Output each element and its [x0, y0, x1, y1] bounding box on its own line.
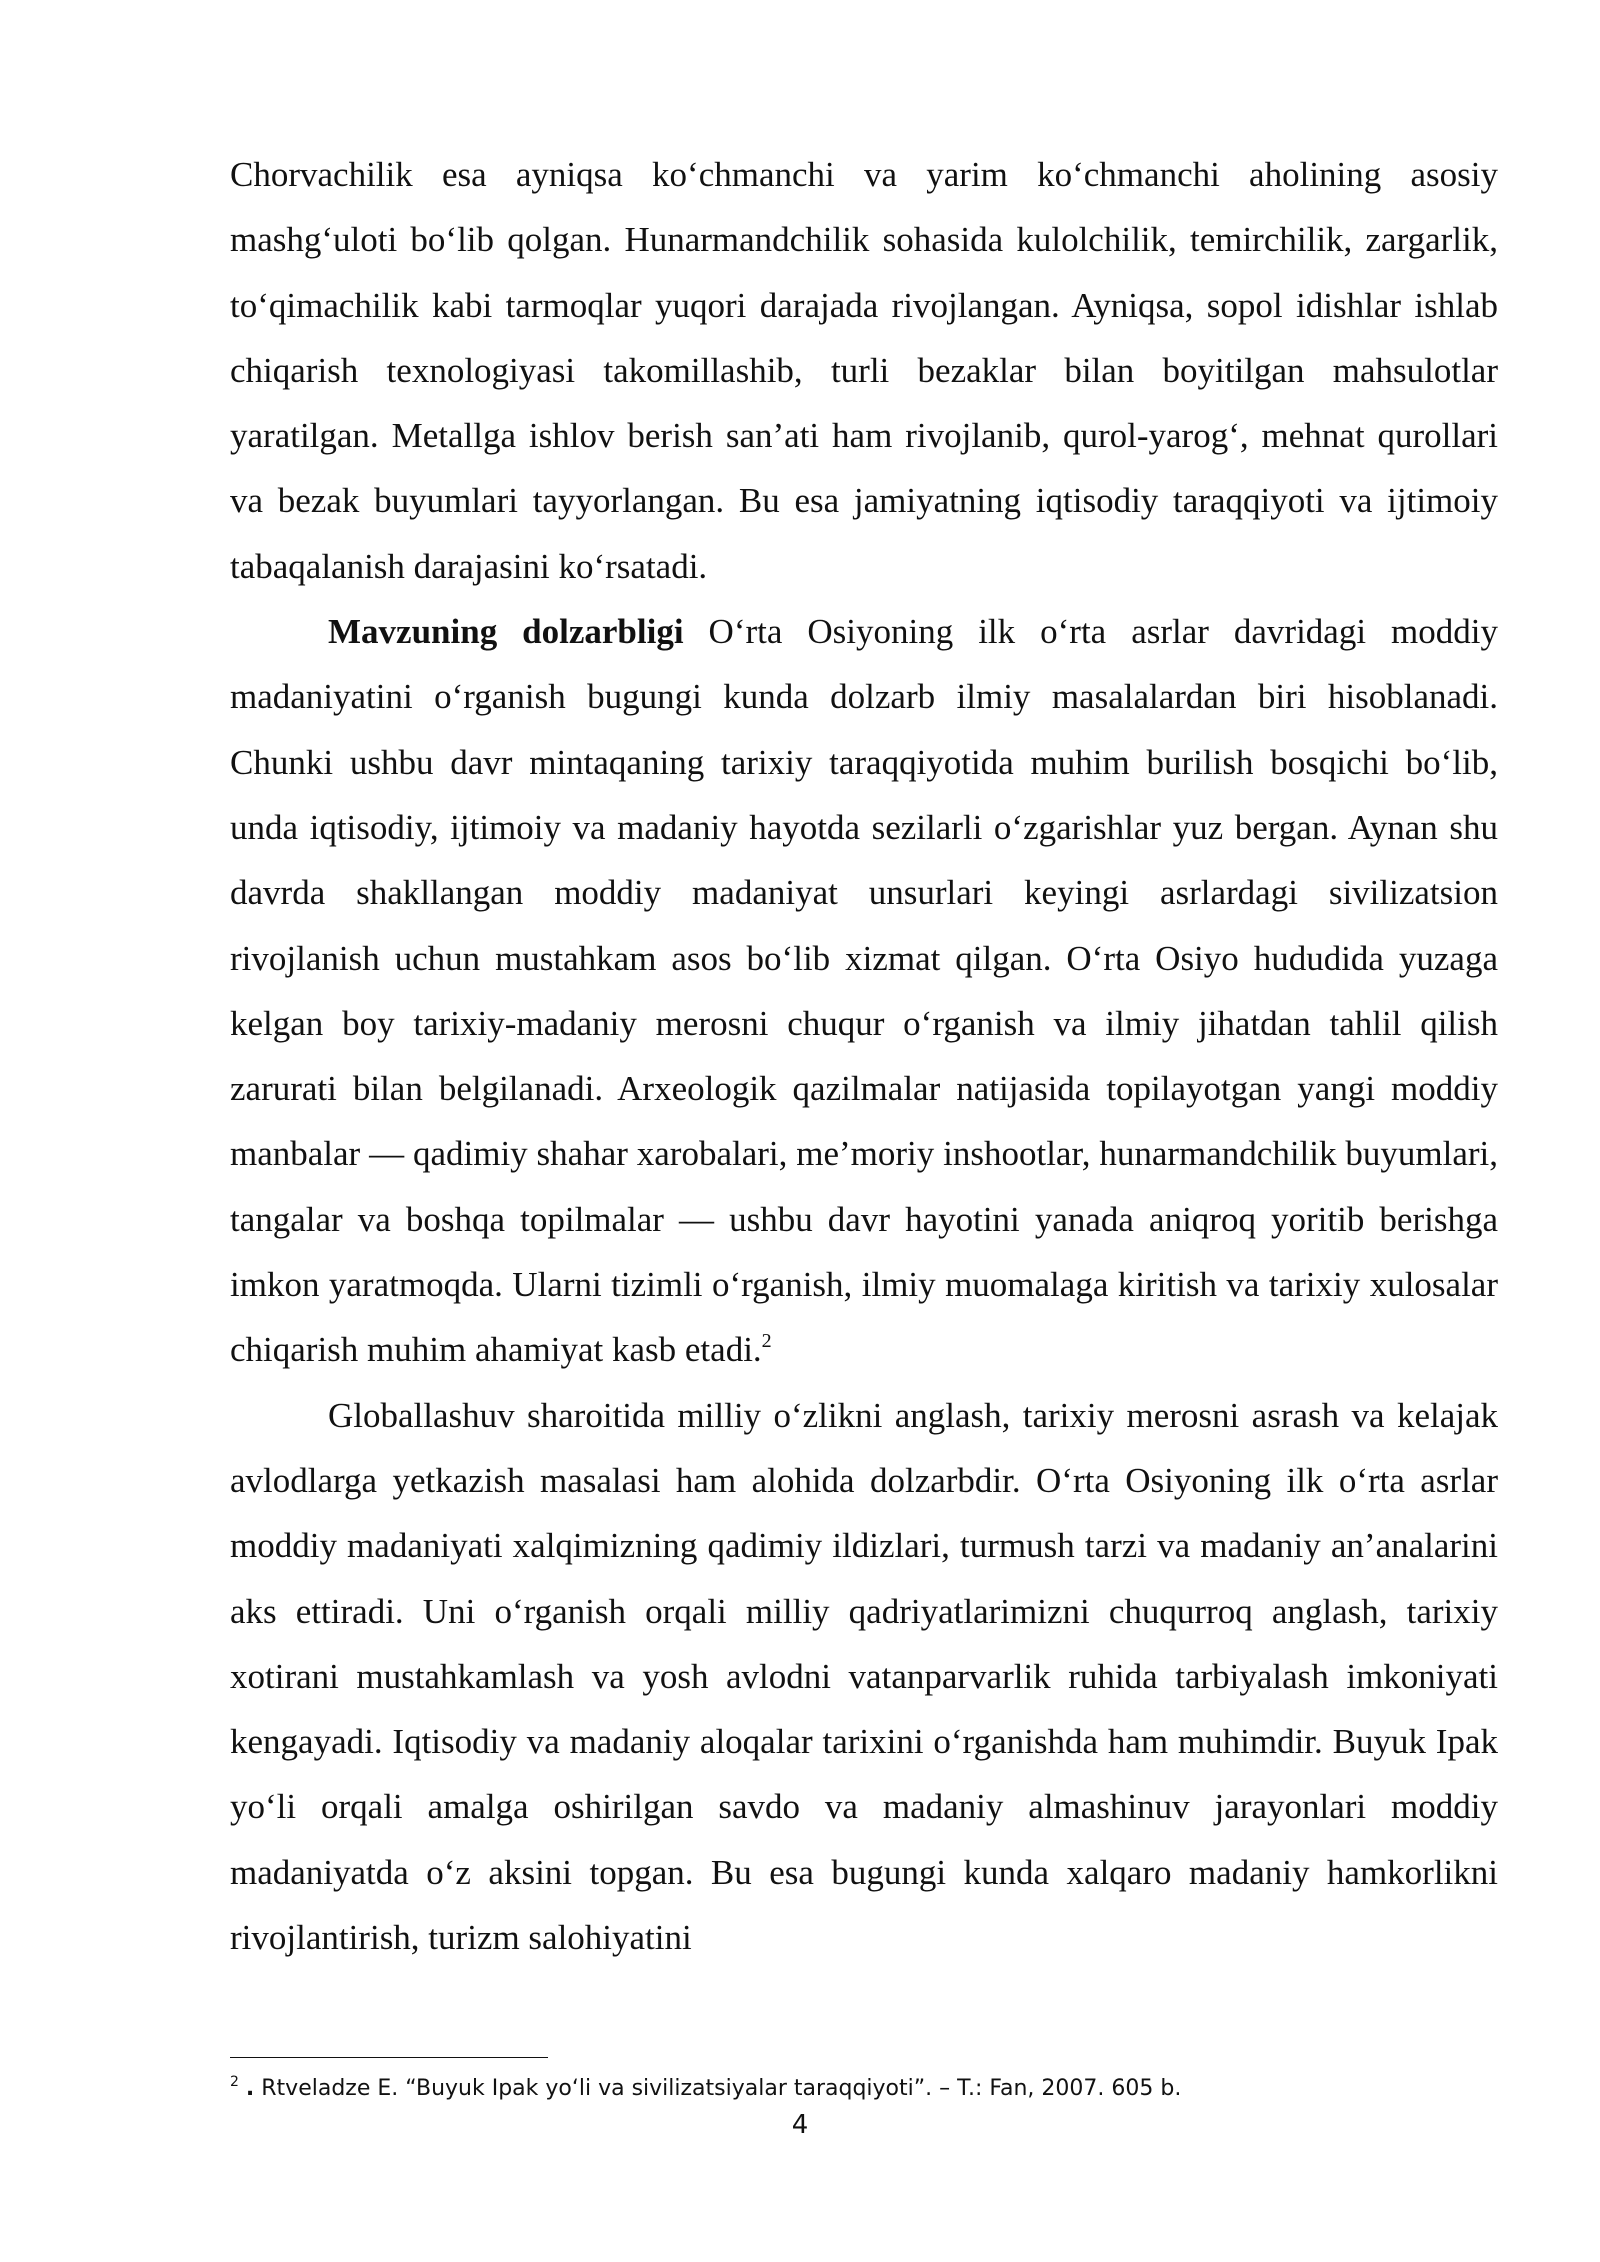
footnote-separator: [230, 2057, 548, 2058]
paragraph-globalization: [230, 1383, 1498, 1971]
footnote-text: Rtveladze E. “Buyuk Ipak yo‘li va sivilizatsiyalar taraqqiyoti”. – T.: Fan, 2007. 605 b.: [254, 2076, 1182, 2101]
body-text: [230, 142, 1498, 1970]
footnote-reference[interactable]: 2: [761, 1329, 772, 1352]
footnote-bullet: .: [245, 2076, 255, 2101]
paragraph-relevance: [230, 599, 1498, 1383]
page-number: 4: [791, 2110, 809, 2140]
footnote-marker: 2: [230, 2073, 239, 2090]
paragraph-continuation: [230, 142, 1498, 599]
section-heading-inline: Mavzuning dolzarbligi: [328, 612, 684, 652]
footnote: [230, 2074, 1498, 2104]
paragraph-text: Chorvachilik esa ayniqsa ko‘chmanchi va yarim ko‘chmanchi aholining asosiy mashg‘uloti bo‘lib qolgan. Hunarmandchilik sohasida kulolchilik, temirchilik, zargarlik, to‘qimachilik kabi tarmoqlar yuqori darajada rivojlangan. Ayniqsa, sopol idishlar ishlab chiqarish texnologiyasi takomillashib, turli bezaklar bilan boyitilgan mahsulotlar yaratilgan. Metallga ishlov berish san’ati ham rivojlanib, qurol-yarog‘, mehnat qurollari va bezak buyumlari tayyorlangan. Bu esa jamiyatning iqtisodiy taraqqiyoti va ijtimoiy tabaqalanish darajasini ko‘rsatadi.: [230, 155, 1498, 586]
paragraph-text: O‘rta Osiyoning ilk o‘rta asrlar davridagi moddiy madaniyatini o‘rganish bugungi kunda dolzarb ilmiy masalalardan biri hisoblanadi. Chunki ushbu davr mintaqaning tarixiy taraqqiyotida muhim burilish bosqichi bo‘lib, unda iqtisodiy, ijtimoiy va madaniy hayotda sezilarli o‘zgarishlar yuz bergan. Aynan shu davrda shakllangan moddiy madaniyat unsurlari keyingi asrlardagi sivilizatsion rivojlanish uchun mustahkam asos bo‘lib xizmat qilgan. O‘rta Osiyo hududida yuzaga kelgan boy tarixiy-madaniy merosni chuqur o‘rganish va ilmiy jihatdan tahlil qilish zarurati bilan belgilanadi. Arxeologik qazilmalar natijasida topilayotgan yangi moddiy manbalar — qadimiy shahar xarobalari, me’moriy inshootlar, hunarmandchilik buyumlari, tangalar va boshqa topilmalar — ushbu davr hayotini yanada aniqroq yoritib berishga imkon yaratmoqda. Ularni tizimli o‘rganish, ilmiy muomalaga kiritish va tarixiy xulosalar chiqarish muhim ahamiyat kasb etadi.: [230, 612, 1498, 1370]
paragraph-text: Globallashuv sharoitida milliy o‘zlikni anglash, tarixiy merosni asrash va kelajak avlodlarga yetkazish masalasi ham alohida dolzarbdir. O‘rta Osiyoning ilk o‘rta asrlar moddiy madaniyati xalqimizning qadimiy ildizlari, turmush tarzi va madaniy an’analarini aks ettiradi. Uni o‘rganish orqali milliy qadriyatlarimizni chuqurroq anglash, tarixiy xotirani mustahkamlash va yosh avlodni vatanparvarlik ruhida tarbiyalash imkoniyati kengayadi. Iqtisodiy va madaniy aloqalar tarixini o‘rganishda ham muhimdir. Buyuk Ipak yo‘li orqali amalga oshirilgan savdo va madaniy almashinuv jarayonlari moddiy madaniyatda o‘z aksini topgan. Bu esa bugungi kunda xalqaro madaniy hamkorlikni rivojlantirish, turizm salohiyatini: [230, 1395, 1498, 1958]
